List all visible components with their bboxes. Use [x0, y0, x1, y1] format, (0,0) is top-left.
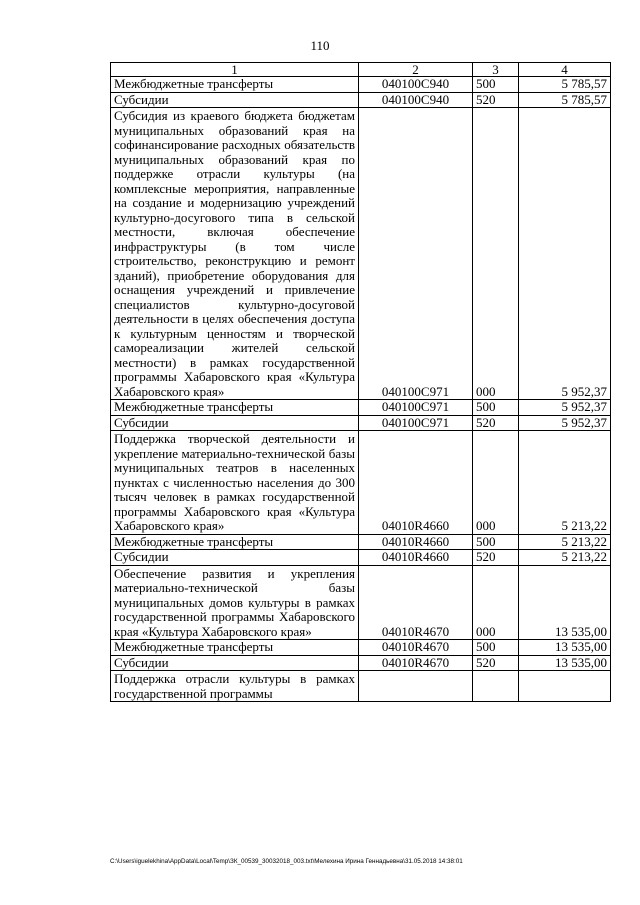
row-amount: 5 213,22 — [519, 534, 611, 550]
row-name: Межбюджетные трансферты — [111, 400, 359, 416]
row-code — [359, 671, 473, 702]
row-name: Субсидии — [111, 415, 359, 431]
row-type: 500 — [473, 77, 519, 93]
table-row — [111, 565, 611, 640]
row-type: 500 — [473, 400, 519, 416]
row-name: Субсидия из краевого бюджета бюджетам муниципальных образований края на софинансирование расходных обязательств муниципальных образований края по поддержке отрасли культуры (на комплексные мероприятия, направленные на создание и модернизацию учреждений культурно-досугового типа в сельской местности, включая обеспечение инфраструктуры (в том числе строительство, реконструкцию и ремонт зданий), приобретение оборудования для оснащения учреждений и привлечение специалистов культурно-досуговой деятельности в целях обеспечения доступа к культурным ценностям и творческой самореализации жителей сельской местности) в рамках государственной программы Хабаровского края «Культура Хабаровского края» — [111, 108, 359, 400]
row-name: Субсидии — [111, 550, 359, 566]
table-row — [111, 77, 611, 93]
row-amount: 5 952,37 — [519, 108, 611, 400]
table-row — [111, 108, 611, 400]
row-code: 04010R4660 — [359, 534, 473, 550]
row-amount: 5 952,37 — [519, 400, 611, 416]
row-name: Межбюджетные трансферты — [111, 640, 359, 656]
row-amount: 13 535,00 — [519, 655, 611, 671]
table-row — [111, 431, 611, 535]
row-name: Обеспечение развития и укрепления материально-технической базы муниципальных домов культуры в рамках государственной программы Хабаровского края «Культура Хабаровского края» — [111, 565, 359, 640]
row-code: 040100С940 — [359, 77, 473, 93]
page-number: 110 — [310, 38, 330, 53]
row-amount: 5 785,57 — [519, 92, 611, 108]
row-type — [473, 671, 519, 702]
file-path-footer: C:\Users\iguelekhina\AppData\Local\Temp\ЗК_00539_30032018_003.txt\Мелехина Ирина Геннадьевна\31.05.2018 14:38:01 — [110, 858, 463, 865]
budget-table — [110, 62, 611, 702]
row-type: 000 — [473, 565, 519, 640]
row-code: 04010R4670 — [359, 655, 473, 671]
row-amount — [519, 671, 611, 702]
row-name: Субсидии — [111, 92, 359, 108]
row-code: 04010R4660 — [359, 431, 473, 535]
row-type: 000 — [473, 431, 519, 535]
column-number-row — [111, 63, 611, 77]
table-row — [111, 400, 611, 416]
row-type: 000 — [473, 108, 519, 400]
row-code: 04010R4670 — [359, 640, 473, 656]
row-amount: 13 535,00 — [519, 565, 611, 640]
row-type: 520 — [473, 655, 519, 671]
column-header-2: 2 — [359, 63, 473, 77]
table-row — [111, 671, 611, 702]
row-code: 040100С940 — [359, 92, 473, 108]
table-row — [111, 415, 611, 431]
row-code: 040100С971 — [359, 415, 473, 431]
column-header-4: 4 — [519, 63, 611, 77]
table-row — [111, 550, 611, 566]
row-amount: 5 213,22 — [519, 431, 611, 535]
row-code: 04010R4660 — [359, 550, 473, 566]
row-name: Субсидии — [111, 655, 359, 671]
row-type: 520 — [473, 550, 519, 566]
row-type: 520 — [473, 92, 519, 108]
row-code: 040100С971 — [359, 108, 473, 400]
row-name: Межбюджетные трансферты — [111, 77, 359, 93]
row-amount: 5 213,22 — [519, 550, 611, 566]
row-type: 520 — [473, 415, 519, 431]
table-row — [111, 534, 611, 550]
row-amount: 5 952,37 — [519, 415, 611, 431]
table-row — [111, 655, 611, 671]
row-type: 500 — [473, 534, 519, 550]
table-row — [111, 92, 611, 108]
row-name: Поддержка творческой деятельности и укрепление материально-технической базы муниципальных театров в населенных пунктах с численностью населения до 300 тысяч человек в рамках государственной программы Хабаровского края «Культура Хабаровского края» — [111, 431, 359, 535]
row-amount: 5 785,57 — [519, 77, 611, 93]
column-header-1: 1 — [111, 63, 359, 77]
row-name: Межбюджетные трансферты — [111, 534, 359, 550]
table-row — [111, 640, 611, 656]
column-header-3: 3 — [473, 63, 519, 77]
row-code: 040100С971 — [359, 400, 473, 416]
row-type: 500 — [473, 640, 519, 656]
row-amount: 13 535,00 — [519, 640, 611, 656]
row-code: 04010R4670 — [359, 565, 473, 640]
row-name: Поддержка отрасли культуры в рамках государственной программы — [111, 671, 359, 702]
